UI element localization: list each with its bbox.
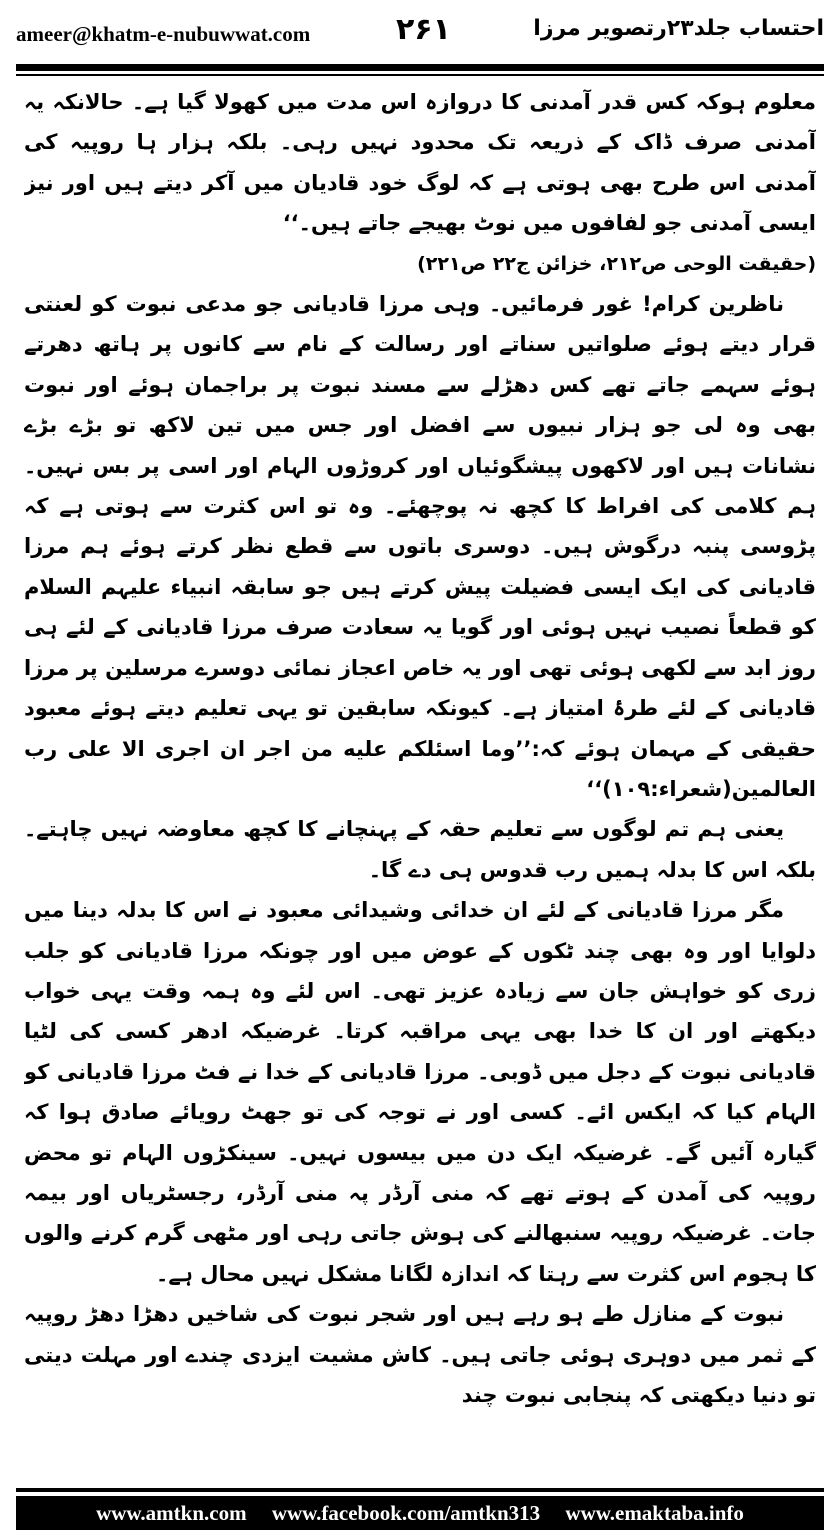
footer-link-facebook: www.facebook.com/amtkn313 (271, 1501, 541, 1525)
paragraph-4: مگر مرزا قادیانی کے لئے ان خدائی وشیدائی معبود نے اس کا بدلہ دینا میں دلوایا اور وہ بھی چند ٹکوں کے عوض میں اور چونکہ مرزا قادیانی کو جلب زری کو خواہش جان سے زیادہ عزیز تھی۔ اس لئے وہ ہمہ وقت یہی خواب دیکھتے اور ان کا خدا بھی یہی مراقبہ کرتا۔ غرضیکہ ادھر کسی کی لٹیا قادیانی نبوت کے دجل میں ڈوبی۔ مرزا قادیانی کے خدا نے فٹ مرزا قادیانی کو الہام کیا کہ ایکس ائے۔ کسی اور نے توجہ کی تو جھٹ رویائے صادق ہوا کہ گیارہ آئیں گے۔ غرضیکہ ایک دن میں بیسوں نہیں۔ سینکڑوں الہام تو محض روپیہ کی آمدن کے ہوتے تھے کہ منی آرڈر پہ منی آرڈر، رجسٹریاں اور بیمہ جات۔ غرضیکہ روپیہ سنبھالنے کی ہوش جاتی رہی اور مٹھی گرم کرنے والوں کا ہجوم اس کثرت سے رہتا کہ اندازہ لگانا مشکل نہیں محال ہے۔ (24, 898, 816, 1286)
footer-rule (16, 1488, 824, 1492)
reference-citation: (حقیقت الوحی ص۲۱۲، خزائن ج۲۲ ص۲۲۱) (417, 252, 816, 275)
header-rule-thick (16, 64, 824, 71)
header-rule-thin (16, 74, 824, 76)
header-email: ameer@khatm-e-nubuwwat.com (16, 22, 311, 46)
page-number: ۲۶۱ (396, 12, 451, 47)
quranic-quote: ’’وما اسئلکم علیه من اجر ان اجری الا علی رب العالمین(شعراء:۱۰۹)‘‘ (24, 736, 816, 801)
paragraph-3: یعنی ہم تم لوگوں سے تعلیم حقہ کے پہنچانے کا کچھ معاوضہ نہیں چاہتے۔ بلکہ اس کا بدلہ ہمیں رب قدوس ہی دے گا۔ (24, 817, 816, 882)
page-header (16, 14, 824, 60)
page-body (24, 82, 816, 1482)
page-footer (16, 1496, 824, 1530)
footer-link-emaktaba: www.emaktaba.info (565, 1501, 744, 1525)
paragraph-2 (24, 284, 816, 809)
paragraph-1: معلوم ہوکہ کس قدر آمدنی کا دروازہ اس مدت میں کھولا گیا ہے۔ حالانکہ یہ آمدنی صرف ڈاک کے ذریعہ تک محدود نہیں رہی۔ بلکہ ہزار ہا روپیہ کی آمدنی اس طرح بھی ہوتی ہے کہ لوگ خود قادیان میں آکر دیتے ہیں اور نیز ایسی آمدنی جو لفافوں میں نوٹ بھیجے جاتے ہیں۔‘‘ (24, 90, 816, 236)
paragraph-5: نبوت کے منازل طے ہو رہے ہیں اور شجر نبوت کی شاخیں دھڑا دھڑ روپیہ کے ثمر میں دوہری ہوئی جاتی ہیں۔ کاش مشیت ایزدی چندے اور مہلت دیتی تو دنیا دیکھتی کہ پنجابی نبوت چند (24, 1302, 816, 1407)
footer-link-amtkn: www.amtkn.com (96, 1501, 247, 1525)
header-title: احتساب جلد۲۳رتصویر مرزا (533, 16, 824, 41)
paragraph-2-text: ناظرین کرام! غور فرمائیں۔ وہی مرزا قادیانی جو مدعی نبوت کو لعنتی قرار دیتے ہوئے صلواتیں سناتے اور رسالت کے نام سے کانوں پر ہاتھ دھرتے ہوئے سہمے جاتے تھے کس دھڑلے سے مسند نبوت پر براجمان ہوئے اور نبوت بھی وہ لی جو ہزار نبیوں سے افضل اور جس میں تین لاکھ تو بڑے بڑے نشانات ہیں اور لاکھوں پیشگوئیاں اور کروڑوں الہام اور اسی پر بس نہیں۔ ہم کلامی کی افراط کا کچھ نہ پوچھئے۔ وہ تو اس کثرت سے ہوتی ہے کہ پڑوسی پنبہ درگوش ہیں۔ دوسری باتوں سے قطع نظر کرتے ہوئے ہم مرزا قادیانی کی ایک ایسی فضیلت پیش کرتے ہیں جو سابقہ انبیاء علیہم السلام کو قطعاً نصیب نہیں ہوئی اور گویا یہ سعادت صرف مرزا قادیانی کے لئے ہی روز ابد سے لکھی ہوئی تھی اور یہ خاص اعجاز نمائی دوسرے مرسلین پر مرزا قادیانی کے لئے طرۂ امتیاز ہے۔ کیونکہ سابقین تو یہی تعلیم دیتے ہوئے معبود حقیقی کے مہمان ہوئے کہ: (24, 292, 816, 761)
